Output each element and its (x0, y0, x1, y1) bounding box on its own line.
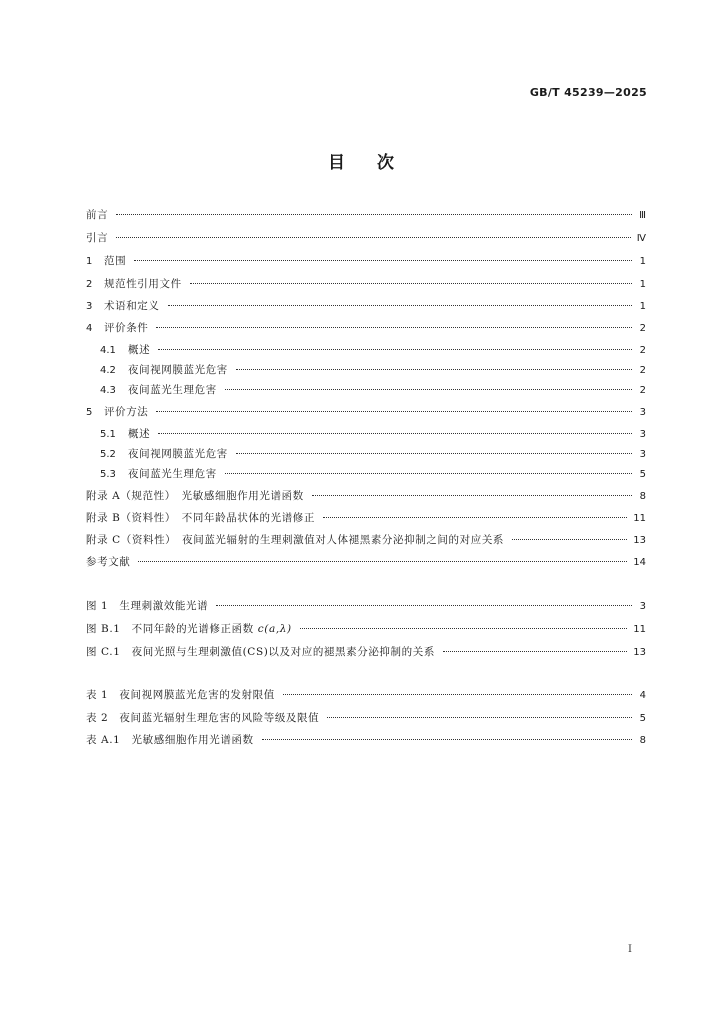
toc-entry-text: 评价方法 (104, 406, 149, 418)
toc-entry-number: 4.1 (100, 345, 116, 356)
toc-entry-text: 引言 (86, 232, 109, 244)
toc-entry-3[interactable] (86, 298, 646, 314)
toc-entry-number: 5.3 (100, 469, 116, 480)
toc-entry-text: 夜间蓝光生理危害 (128, 384, 217, 396)
toc-leader-dots (190, 273, 632, 284)
figure-entry-formula: c(a,λ) (257, 623, 292, 635)
toc-page-number: 8 (639, 491, 646, 502)
toc-leader-dots (168, 295, 633, 306)
toc-entry-4-1[interactable] (100, 342, 646, 358)
toc-page-number: 11 (633, 624, 646, 635)
toc-page-number: 2 (639, 345, 646, 356)
toc-entry-text: 夜间视网膜蓝光危害 (128, 448, 228, 460)
toc-leader-dots (236, 359, 632, 370)
toc-entry-number: 5.2 (100, 449, 116, 460)
toc-entry-text: 评价条件 (104, 322, 149, 334)
toc-entry-text: 夜间蓝光生理危害 (128, 468, 217, 480)
toc-entry-text: 附录 A（规范性） 光敏感细胞作用光谱函数 (86, 490, 304, 502)
toc-leader-dots (116, 227, 631, 238)
toc-leader-dots (327, 707, 632, 718)
toc-entry-number: 4.3 (100, 385, 116, 396)
figure-entry-1[interactable] (86, 598, 646, 614)
toc-leader-dots (312, 485, 632, 496)
toc-entry-text: 规范性引用文件 (104, 278, 182, 290)
toc-entry-5-1[interactable] (100, 426, 646, 442)
toc-entry-2[interactable] (86, 276, 646, 292)
toc-leader-dots (283, 684, 632, 695)
toc-leader-dots (262, 729, 632, 740)
toc-entry-1[interactable] (86, 253, 646, 269)
toc-entry-5[interactable] (86, 404, 646, 420)
toc-page-number: 13 (633, 647, 646, 658)
toc-entry-number: 3 (86, 301, 93, 312)
toc-page-number: 11 (633, 513, 646, 524)
toc-entry-text: 夜间视网膜蓝光危害 (128, 364, 228, 376)
toc-entry-4[interactable] (86, 320, 646, 336)
toc-entry-5-3[interactable] (100, 466, 646, 482)
toc-page-number: 1 (639, 301, 646, 312)
table-entry-text: 表 A.1 光敏感细胞作用光谱函数 (86, 734, 254, 746)
toc-entry-text: 范围 (104, 255, 127, 267)
toc-page-number: 1 (639, 279, 646, 290)
toc-leader-dots (236, 443, 632, 454)
figure-entry-c1[interactable] (86, 644, 646, 660)
toc-page-number: 3 (639, 429, 646, 440)
toc-leader-dots (158, 423, 632, 434)
toc-page-number: 1 (639, 256, 646, 267)
toc-entry-number: 2 (86, 279, 93, 290)
toc-entry-4-3[interactable] (100, 382, 646, 398)
toc-leader-dots (512, 529, 627, 540)
table-entry-text: 表 2 夜间蓝光辐射生理危害的风险等级及限值 (86, 712, 320, 724)
toc-leader-dots (443, 641, 627, 652)
toc-entry-introduction[interactable] (86, 230, 646, 246)
toc-entry-text: 附录 C（资料性） 夜间蓝光辐射的生理刺激值对人体褪黑素分泌抑制之间的对应关系 (86, 534, 505, 546)
toc-page-number: Ⅳ (636, 233, 646, 244)
toc-leader-dots (225, 379, 632, 390)
toc-entry-annex-a[interactable] (86, 488, 646, 504)
toc-entry-number: 4.2 (100, 365, 116, 376)
toc-entry-text: 附录 B（资料性） 不同年龄晶状体的光谱修正 (86, 512, 316, 524)
toc-leader-dots (158, 339, 632, 350)
toc-page-number: 3 (639, 601, 646, 612)
toc-page-number: 3 (639, 449, 646, 460)
toc-entry-number: 4 (86, 323, 93, 334)
table-entry-text: 表 1 夜间视网膜蓝光危害的发射限值 (86, 689, 275, 701)
toc-leader-dots (138, 551, 627, 562)
toc-entry-bibliography[interactable] (86, 554, 646, 570)
toc-entry-text: 前言 (86, 209, 109, 221)
table-entry-1[interactable] (86, 687, 646, 703)
toc-leader-dots (225, 463, 632, 474)
table-entry-2[interactable] (86, 710, 646, 726)
toc-page-number: 2 (639, 323, 646, 334)
figure-entry-text: 图 1 生理刺激效能光谱 (86, 600, 209, 612)
figure-entry-text: 图 C.1 夜间光照与生理刺激值(CS)以及对应的褪黑素分泌抑制的关系 (86, 646, 435, 658)
toc-leader-dots (216, 595, 632, 606)
toc-leader-dots (134, 250, 632, 261)
toc-page-number: 5 (639, 469, 646, 480)
page-number: I (628, 944, 632, 955)
toc-entry-5-2[interactable] (100, 446, 646, 462)
toc-page-number: 2 (639, 385, 646, 396)
toc-leader-dots (300, 618, 628, 629)
toc-entry-text: 概述 (128, 344, 151, 356)
toc-entry-number: 1 (86, 256, 93, 267)
toc-page-number: 4 (639, 690, 646, 701)
toc-page-number: 13 (633, 535, 646, 546)
toc-leader-dots (116, 204, 632, 215)
toc-page-number: Ⅲ (639, 210, 646, 221)
toc-leader-dots (156, 317, 632, 328)
toc-leader-dots (156, 401, 632, 412)
toc-entry-text: 参考文献 (86, 556, 131, 568)
toc-page-number: 3 (639, 407, 646, 418)
standard-number: GB/T 45239—2025 (529, 86, 647, 99)
toc-page-number: 8 (639, 735, 646, 746)
toc-leader-dots (323, 507, 627, 518)
figure-entry-text: 图 B.1 不同年龄的光谱修正函数 (86, 623, 254, 635)
toc-entry-annex-b[interactable] (86, 510, 646, 526)
toc-entry-foreword[interactable] (86, 207, 646, 223)
toc-entry-text: 术语和定义 (104, 300, 160, 312)
table-entry-a1[interactable] (86, 732, 646, 748)
toc-entry-number: 5.1 (100, 429, 116, 440)
toc-page-number: 2 (639, 365, 646, 376)
figure-entry-b1[interactable] (86, 621, 646, 637)
toc-page-number: 5 (639, 713, 646, 724)
toc-entry-4-2[interactable] (100, 362, 646, 378)
toc-page-number: 14 (633, 557, 646, 568)
page-title: 目次 (328, 153, 426, 173)
toc-entry-text: 概述 (128, 428, 151, 440)
toc-entry-number: 5 (86, 407, 93, 418)
toc-entry-annex-c[interactable] (86, 532, 646, 548)
